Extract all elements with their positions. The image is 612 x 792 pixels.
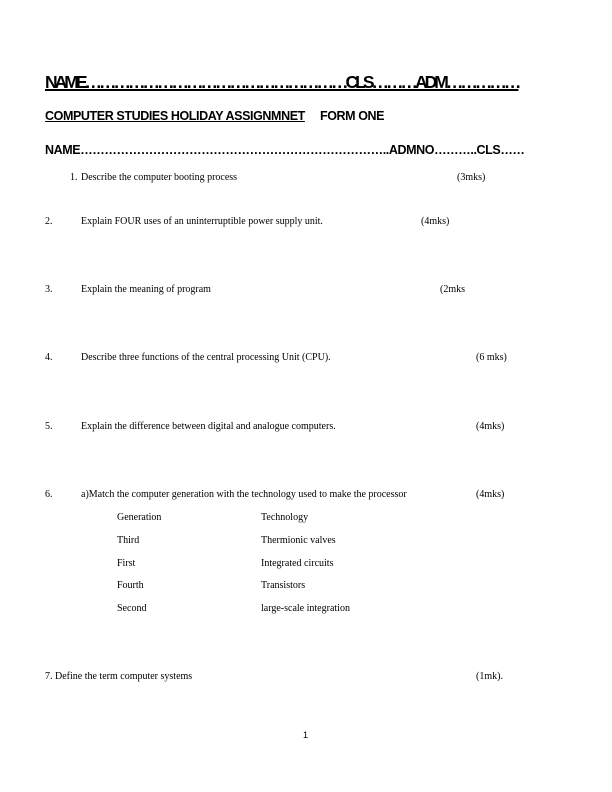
question-marks: (4mks): [476, 421, 505, 432]
table-header: Technology: [261, 512, 309, 523]
page-number: 1: [303, 730, 309, 740]
question-number: 7.: [45, 671, 53, 682]
question-marks: (3mks): [457, 172, 486, 183]
student-details-line: NAME…………………………………………………………………..ADMNO………..CLS……: [45, 143, 525, 157]
question-marks: (4mks): [421, 216, 450, 227]
table-cell: Transistors: [261, 580, 306, 591]
question-number: 2.: [45, 216, 53, 227]
name-cls-adm-line: NAME………………………………………………CLS………ADM……………: [45, 72, 519, 92]
table-cell: Thermionic valves: [261, 535, 336, 546]
question-number: 4.: [45, 352, 53, 363]
question-marks: (2mks: [440, 284, 465, 295]
table-cell: large-scale integration: [261, 603, 350, 614]
question-number: 3.: [45, 284, 53, 295]
question-text: Explain the meaning of program: [81, 284, 211, 295]
question-text: Describe the computer booting process: [81, 172, 238, 183]
question-text: Explain FOUR uses of an uninterruptible power supply unit.: [81, 216, 323, 227]
table-cell: Third: [117, 535, 140, 546]
question-text: a)Match the computer generation with the technology used to make the processor: [81, 489, 407, 500]
question-text: Describe three functions of the central processing Unit (CPU).: [81, 352, 331, 363]
question-7: [45, 671, 192, 682]
question-marks: (4mks): [476, 489, 505, 500]
assignment-title: COMPUTER STUDIES HOLIDAY ASSIGNMNET: [45, 109, 305, 123]
question-text: Explain the difference between digital and analogue computers.: [81, 421, 336, 432]
assignment-title-row: [45, 109, 384, 123]
table-cell: Second: [117, 603, 147, 614]
table-cell: Integrated circuits: [261, 558, 334, 569]
table-header: Generation: [117, 512, 162, 523]
form-label: FORM ONE: [319, 109, 385, 123]
table-cell: Fourth: [117, 580, 144, 591]
question-marks: (1mk).: [476, 671, 503, 682]
question-marks: (6 mks): [476, 352, 507, 363]
question-number: 6.: [45, 489, 53, 500]
table-cell: First: [117, 558, 136, 569]
question-number: 5.: [45, 421, 53, 432]
question-text: Define the term computer systems: [55, 671, 193, 682]
question-number: 1.: [70, 172, 78, 183]
